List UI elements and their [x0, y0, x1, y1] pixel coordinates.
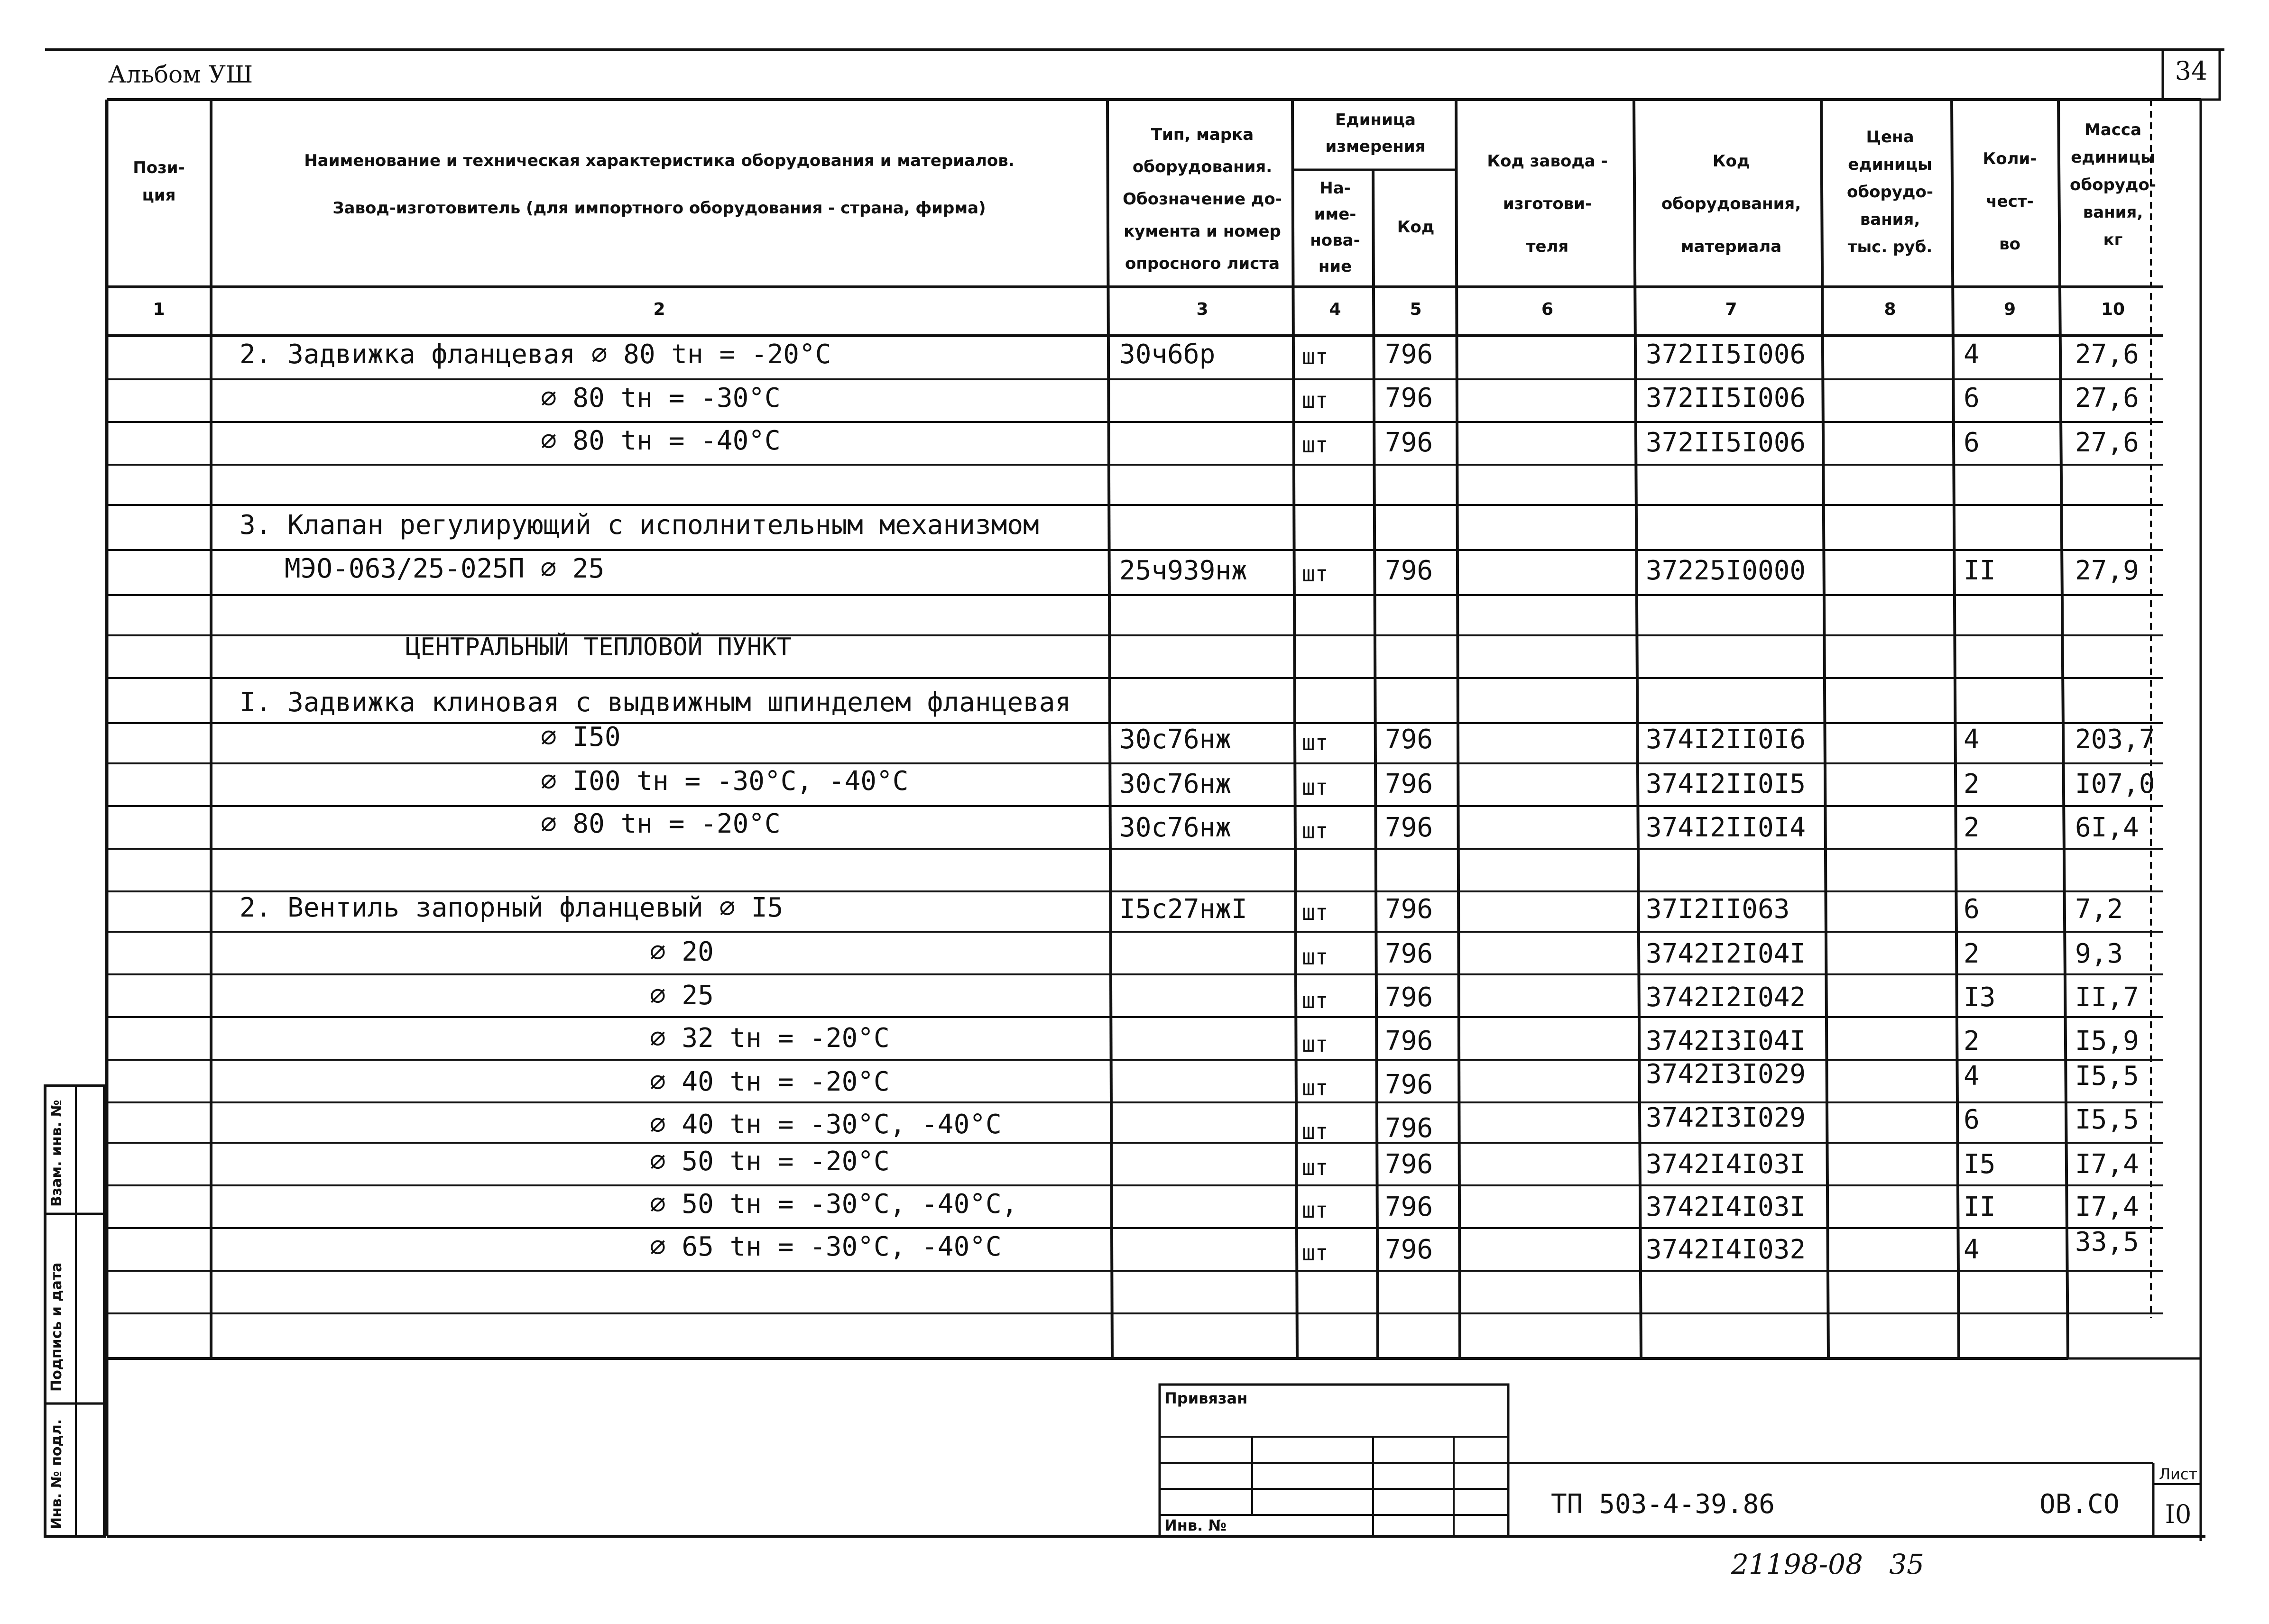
table-row-unit: шт — [1302, 1031, 1328, 1057]
table-row-code: 3742I2I04I — [1646, 938, 1806, 969]
table-row-name: ∅ 50 tн = -20°C — [650, 1146, 890, 1177]
table-row-unit: шт — [1302, 1155, 1328, 1180]
table-row-qty: 6 — [1964, 1104, 1980, 1135]
table-row-name: 2. Вентиль запорный фланцевый ∅ I5 — [240, 892, 784, 923]
table-row-code: 372II5I006 — [1646, 339, 1806, 370]
table-row-name: ∅ 20 — [650, 936, 714, 967]
table-row-mass: I5,9 — [2075, 1026, 2139, 1056]
table-row-unit-code: 796 — [1385, 982, 1433, 1013]
table-row-unit-code: 796 — [1385, 339, 1433, 370]
table-row-code: 3742I4I03I — [1646, 1192, 1806, 1222]
table-row-unit: шт — [1302, 432, 1328, 458]
table-row-code: 3742I2I042 — [1646, 982, 1806, 1013]
document-section: ОВ.СО — [2039, 1489, 2120, 1520]
table-row-name: ∅ 65 tн = -30°C, -40°C — [650, 1231, 1002, 1262]
col-number-7: 7 — [1725, 300, 1737, 319]
table-row-unit: шт — [1302, 1197, 1328, 1223]
table-row-type: 25ч939нж — [1119, 555, 1247, 586]
table-row-name: ∅ 40 tн = -30°C, -40°C — [650, 1109, 1002, 1140]
header-unit-code: Код — [1397, 218, 1435, 237]
header-factory-code: Код завода - изготови- теля — [1487, 152, 1608, 256]
document-code: ТП 503-4-39.86 — [1551, 1489, 1775, 1520]
table-row-unit: шт — [1302, 730, 1328, 755]
table-row-unit-code: 796 — [1385, 1113, 1433, 1144]
table-row-qty: 4 — [1964, 724, 1980, 755]
table-row-code: 372II5I006 — [1646, 427, 1806, 458]
col-number-3: 3 — [1196, 300, 1208, 319]
table-row-mass: I07,0 — [2075, 769, 2155, 799]
col-number-9: 9 — [2003, 300, 2016, 319]
table-row-unit-code: 796 — [1385, 894, 1433, 925]
table-row-unit: шт — [1302, 387, 1328, 413]
table-row-mass: 27,6 — [2075, 339, 2139, 370]
table-row-mass: I5,5 — [2075, 1104, 2139, 1135]
table-row-code: 3742I3I029 — [1646, 1059, 1806, 1090]
header-position: Пози- ция — [133, 158, 185, 205]
col-number-6: 6 — [1541, 300, 1554, 319]
table-row-name: 2. Задвижка фланцевая ∅ 80 tн = -20°C — [240, 339, 831, 370]
table-row-mass: 27,9 — [2075, 555, 2139, 586]
table-row-type: 30с76нж — [1119, 812, 1232, 843]
page-number: 34 — [2175, 56, 2208, 86]
table-row-mass: 27,6 — [2075, 383, 2139, 413]
table-row-qty: 2 — [1964, 769, 1980, 799]
table-row-code: 3742I4I03I — [1646, 1149, 1806, 1180]
side-label-signature-date: Подпись и дата — [48, 1262, 65, 1392]
header-unit: Единица измерения — [1325, 110, 1426, 156]
header-type: Тип, марка оборудования. Обозначение до- кумента и номер опросного листа — [1123, 125, 1282, 273]
table-row-code: 3742I3I029 — [1646, 1102, 1806, 1133]
table-row-qty: 6 — [1964, 894, 1980, 925]
table-row-name: 3. Клапан регулирующий с исполнительным механизмом — [240, 510, 1039, 541]
table-row-name: МЭО-063/25-025П ∅ 25 — [285, 553, 605, 584]
table-row-type: I5с27нжI — [1119, 894, 1247, 925]
header-price: Цена единицы оборудо- вания, тыс. руб. — [1847, 128, 1933, 257]
col-number-10: 10 — [2101, 300, 2125, 319]
table-row-qty: 2 — [1964, 1026, 1980, 1056]
table-row-name: ∅ 80 tн = -30°C — [541, 383, 781, 413]
table-row-name: ∅ 50 tн = -30°C, -40°C, — [650, 1189, 1018, 1220]
table-row-unit: шт — [1302, 1075, 1328, 1101]
table-row-type: 30с76нж — [1119, 769, 1232, 799]
table-row-name: ∅ I50 — [541, 722, 621, 752]
handwritten-note: 21198-08 35 — [1731, 1548, 1925, 1580]
table-row-unit-code: 796 — [1385, 1192, 1433, 1222]
stamp-inventory-label: Инв. № — [1164, 1516, 1227, 1534]
table-row-mass: I7,4 — [2075, 1192, 2139, 1222]
table-row-mass: 9,3 — [2075, 938, 2123, 969]
table-row-code: 372II5I006 — [1646, 383, 1806, 413]
table-row-name: ∅ 80 tн = -40°C — [541, 425, 781, 456]
table-row-code: 374I2II0I5 — [1646, 769, 1806, 799]
album-title: Альбом УШ — [108, 61, 253, 88]
table-row-mass: I7,4 — [2075, 1149, 2139, 1180]
table-row-qty: I3 — [1964, 982, 1996, 1013]
sheet-number: I0 — [2165, 1499, 2192, 1529]
table-row-code: 374I2II0I4 — [1646, 812, 1806, 843]
table-row-qty: 2 — [1964, 812, 1980, 843]
table-row-name: ∅ 40 tн = -20°C — [650, 1066, 890, 1097]
table-row-unit-code: 796 — [1385, 1069, 1433, 1100]
table-row-unit: шт — [1302, 899, 1328, 925]
table-row-unit: шт — [1302, 1119, 1328, 1144]
table-row-unit: шт — [1302, 1240, 1328, 1266]
table-row-type: 30с76нж — [1119, 724, 1232, 755]
table-row-unit-code: 796 — [1385, 555, 1433, 586]
table-row-code: 37225I0000 — [1646, 555, 1806, 586]
table-row-unit-code: 796 — [1385, 769, 1433, 799]
table-row-mass: 203,7 — [2075, 724, 2155, 755]
table-row-mass: 27,6 — [2075, 427, 2139, 458]
table-row-unit-code: 796 — [1385, 427, 1433, 458]
header-equipment-code: Код оборудования, материала — [1661, 152, 1801, 256]
table-row-unit-code: 796 — [1385, 724, 1433, 755]
table-row-mass: 7,2 — [2075, 894, 2123, 925]
side-label-inventory: Инв. № подл. — [48, 1419, 65, 1529]
col-number-4: 4 — [1329, 300, 1341, 319]
table-row-type: 30ч6бр — [1119, 339, 1216, 370]
table-row-code: 3742I3I04I — [1646, 1026, 1806, 1056]
table-row-qty: I5 — [1964, 1149, 1996, 1180]
stamp-attached-label: Привязан — [1164, 1389, 1248, 1407]
table-row-unit-code: 796 — [1385, 1026, 1433, 1056]
col-number-2: 2 — [653, 300, 665, 319]
table-row-name: ∅ 32 tн = -20°C — [650, 1023, 890, 1054]
table-row-code: 37I2II063 — [1646, 894, 1790, 925]
table-row-unit-code: 796 — [1385, 383, 1433, 413]
table-row-qty: II — [1964, 555, 1996, 586]
section-title: ЦЕНТРАЛЬНЫЙ ТЕПЛОВОЙ ПУНКТ — [406, 633, 792, 661]
col-number-1: 1 — [153, 300, 165, 319]
header-name-b: Завод-изготовитель (для импортного оборудования - страна, фирма) — [332, 199, 986, 218]
table-row-qty: 2 — [1964, 938, 1980, 969]
table-row-code: 374I2II0I6 — [1646, 724, 1806, 755]
table-row-qty: 4 — [1964, 1061, 1980, 1092]
table-row-mass: 6I,4 — [2075, 812, 2139, 843]
table-row-unit: шт — [1302, 818, 1328, 844]
header-mass: Масса единицы оборудо- вания, кг — [2070, 120, 2156, 249]
table-row-unit-code: 796 — [1385, 938, 1433, 969]
table-row-mass: 33,5 — [2075, 1227, 2139, 1257]
table-row-mass: I5,5 — [2075, 1061, 2139, 1092]
table-row-mass: II,7 — [2075, 982, 2139, 1013]
table-row-unit: шт — [1302, 944, 1328, 970]
table-row-code: 3742I4I032 — [1646, 1234, 1806, 1265]
table-row-qty: 6 — [1964, 427, 1980, 458]
table-row-qty: 4 — [1964, 1234, 1980, 1265]
header-name-a: Наименование и техническая характеристика оборудования и материалов. — [304, 151, 1015, 170]
table-row-unit-code: 796 — [1385, 1234, 1433, 1265]
table-row-qty: 4 — [1964, 339, 1980, 370]
col-number-5: 5 — [1410, 300, 1422, 319]
table-row-unit: шт — [1302, 561, 1328, 587]
table-row-unit-code: 796 — [1385, 1149, 1433, 1180]
header-unit-name: На- име- нова- ние — [1310, 179, 1360, 276]
table-row-name: I. Задвижка клиновая с выдвижным шпинделем фланцевая — [240, 687, 1071, 718]
col-number-8: 8 — [1884, 300, 1896, 319]
header-quantity: Коли- чест- во — [1983, 149, 2037, 254]
table-row-name: ∅ I00 tн = -30°C, -40°C — [541, 766, 909, 797]
table-row-name: ∅ 25 — [650, 980, 714, 1011]
side-label-replaces: Взам. инв. № — [48, 1100, 65, 1207]
table-row-qty: 6 — [1964, 383, 1980, 413]
table-row-name: ∅ 80 tн = -20°C — [541, 808, 781, 839]
sheet-label: Лист — [2158, 1465, 2198, 1483]
table-row-unit: шт — [1302, 988, 1328, 1013]
table-row-qty: II — [1964, 1192, 1996, 1222]
table-row-unit: шт — [1302, 774, 1328, 800]
table-row-unit-code: 796 — [1385, 812, 1433, 843]
table-row-unit: шт — [1302, 344, 1328, 369]
